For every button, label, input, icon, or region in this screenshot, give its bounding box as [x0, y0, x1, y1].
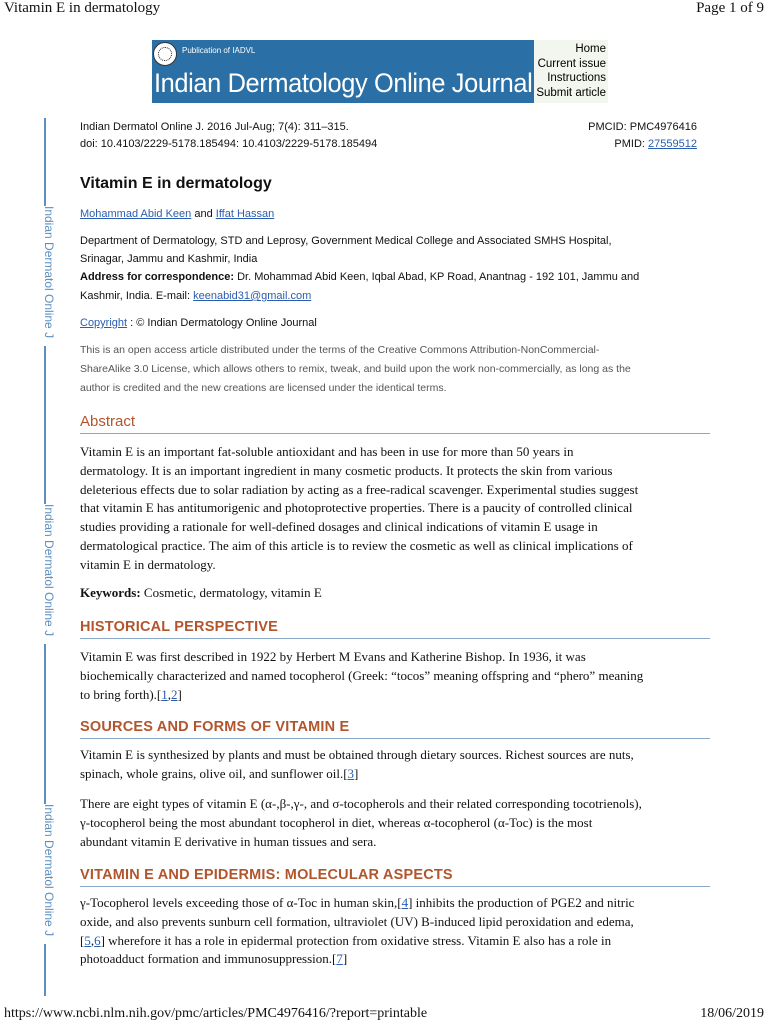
sidebar-label: Indian Dermatol Online J [32, 206, 56, 346]
reference-link[interactable]: 7 [336, 951, 343, 967]
keywords-line [80, 584, 322, 603]
reference-link[interactable]: 4 [401, 895, 409, 910]
affiliation-line: Srinagar, Jammu and Kashmir, India [80, 253, 258, 265]
reference-link[interactable]: 2 [170, 686, 178, 702]
epidermis-paragraph [80, 894, 740, 969]
paragraph-line: γ-tocopherol being the most abundant tocopherol in diet, whereas α-tocopherol (α-Toc) is the most [80, 814, 593, 830]
author-link[interactable]: Iffat Hassan [215, 208, 275, 220]
pmid-link[interactable]: 27559512 [648, 138, 697, 150]
iadvl-logo-icon [153, 42, 177, 66]
paragraph-text: γ-Tocopherol levels exceeding those of α-Toc in human skin,[ [80, 895, 402, 910]
paragraph-line [80, 686, 720, 705]
paragraph-line [80, 950, 740, 969]
abstract-line: that vitamin E has antitumorigenic and photoprotective properties. There is a paucity of controlled clinical [80, 500, 633, 516]
license-line: This is an open access article distributed under the terms of the Creative Commons Attribution-NonCommercial- [80, 344, 600, 356]
banner-journal-title: Indian Dermatology Online Journal [154, 68, 533, 98]
ref-separator: , [90, 932, 95, 948]
license-line: ShareAlike 3.0 License, which allows others to remix, tweak, and build upon the work non-commercially, as long as the [80, 363, 631, 375]
correspondence-label: Address for correspondence: [80, 271, 235, 283]
banner-nav [534, 40, 608, 103]
paragraph-text: spinach, whole grains, olive oil, and sunflower oil.[ [80, 765, 348, 781]
print-footer-url: https://www.ncbi.nlm.nih.gov/pmc/articles/PMC4976416/?report=printable [4, 1006, 428, 1021]
citation-journal-line: Indian Dermatol Online J. 2016 Jul-Aug; 7(4): 311–315. [80, 121, 349, 133]
section-heading-rule [80, 638, 710, 639]
section-heading-rule [80, 886, 710, 887]
citation-pmcid: PMCID: PMC4976416 [588, 121, 697, 133]
paragraph-line [80, 894, 740, 913]
correspondence-text: Dr. Mohammad Abid Keen, Iqbal Abad, KP Road, Anantnag - 192 101, Jammu and [234, 271, 640, 283]
abstract-line: dermatological practice. The aim of this article is to review the cosmetic as well as clinical implications of [80, 537, 633, 553]
author-link[interactable]: Mohammad Abid Keen [80, 208, 192, 220]
abstract-line: dermatology. It is an important ingredient in many cosmetic products. It protects the skin from various [80, 462, 613, 478]
paragraph-line: biochemically characterized and named tocopherol (Greek: “tocos” meaning offspring and “phero” meaning [80, 667, 644, 683]
reference-link[interactable]: 3 [347, 765, 355, 781]
print-header-title: Vitamin E in dermatology [4, 0, 161, 16]
abstract-line: Vitamin E is an important fat-soluble antioxidant and has been in use for more than 50 years in [80, 444, 574, 459]
correspondence-line [80, 290, 311, 302]
abstract-heading: Abstract [80, 413, 136, 430]
ref-open: [ [80, 932, 85, 948]
journal-banner [152, 40, 608, 103]
license-line: author is credited and the new creations are licensed under the identical terms. [80, 382, 447, 394]
affiliation-line: Department of Dermatology, STD and Leprosy, Government Medical College and Associated SMHS Hospital, [80, 235, 612, 247]
section-heading-rule [80, 738, 710, 739]
historical-paragraph [80, 648, 720, 704]
author-line [80, 208, 274, 220]
ref-separator: , [167, 686, 171, 702]
abstract-line: studies providing a rationale for well-defined dosages and clinical indications of vitamin E usage in [80, 519, 598, 535]
sources-paragraph-1 [80, 746, 720, 784]
paragraph-text: ] inhibits the production of PGE2 and nitric [408, 895, 635, 910]
nav-current-issue-link[interactable]: Current issue [537, 57, 606, 70]
ref-close: ] [177, 686, 182, 702]
abstract-body [80, 443, 720, 575]
pmid-label: PMID: [614, 138, 649, 150]
abstract-heading-rule [80, 433, 710, 434]
ref-close: ] [342, 951, 348, 967]
article-title: Vitamin E in dermatology [80, 175, 272, 192]
citation-doi-line: doi: 10.4103/2229-5178.185494: 10.4103/2229-5178.185494 [80, 138, 378, 150]
paragraph-line: oxide, and also prevents sunburn cell formation, ultraviolet (UV) B-induced lipid peroxidation and edema, [80, 913, 634, 929]
banner-main [152, 40, 534, 103]
nav-submit-article-link[interactable]: Submit article [536, 86, 606, 99]
copyright-line [80, 317, 317, 329]
sidebar-label: Indian Dermatol Online J [32, 504, 56, 644]
section-heading-sources: SOURCES AND FORMS OF VITAMIN E [80, 719, 350, 735]
paragraph-line: There are eight types of vitamin E (α-,β-,γ-, and σ-tocopherols and their related corresponding tocotrienols), [80, 796, 642, 811]
keywords-label: Keywords: [80, 585, 141, 600]
author-separator: and [191, 208, 216, 220]
keywords-text: Cosmetic, dermatology, vitamin E [140, 585, 322, 600]
paragraph-text: photoadduct formation and immunosuppression.[ [80, 951, 337, 967]
paragraph-line [80, 765, 720, 784]
section-heading-historical: HISTORICAL PERSPECTIVE [80, 619, 279, 635]
reference-link[interactable]: 5 [84, 932, 91, 948]
paragraph-text: to bring forth).[ [80, 686, 162, 702]
sources-paragraph-2 [80, 795, 740, 851]
paragraph-line [80, 932, 740, 951]
reference-link[interactable]: 1 [161, 686, 168, 702]
paragraph-line: Vitamin E was first described in 1922 by Herbert M Evans and Katherine Bishop. In 1936, it was [80, 649, 586, 664]
paragraph-line: abundant vitamin E derivative in human tissues and sera. [80, 833, 377, 849]
banner-publisher: Publication of IADVL [182, 46, 256, 55]
correspondence-text: Kashmir, India. E-mail: [80, 290, 194, 302]
print-footer-date: 18/06/2019 [700, 1006, 764, 1021]
ref-close: ] [354, 765, 359, 781]
abstract-line: vitamin E in dermatology. [80, 556, 216, 572]
nav-instructions-link[interactable]: Instructions [547, 72, 606, 84]
abstract-line: deleterious effects due to solar radiation by acting as a free-radical scavenger. Experimental studies suggest [80, 481, 639, 497]
print-header-page: Page 1 of 9 [696, 0, 764, 16]
section-heading-epidermis: VITAMIN E AND EPIDERMIS: MOLECULAR ASPECTS [80, 867, 453, 883]
sidebar-label: Indian Dermatol Online J [32, 804, 56, 944]
paragraph-line: Vitamin E is synthesized by plants and must be obtained through dietary sources. Richest sources are nuts, [80, 747, 634, 762]
correspondence-line [80, 271, 639, 283]
citation-pmid [614, 138, 697, 150]
email-link[interactable]: keenabid31@gmail.com [193, 290, 312, 302]
reference-link[interactable]: 6 [94, 932, 101, 948]
copyright-text: : © Indian Dermatology Online Journal [127, 317, 317, 329]
nav-home-link[interactable]: Home [575, 43, 606, 55]
paragraph-text: ] wherefore it has a role in epidermal protection from oxidative stress. Vitamin E also has a role in [100, 932, 612, 948]
copyright-link[interactable]: Copyright [80, 317, 128, 329]
